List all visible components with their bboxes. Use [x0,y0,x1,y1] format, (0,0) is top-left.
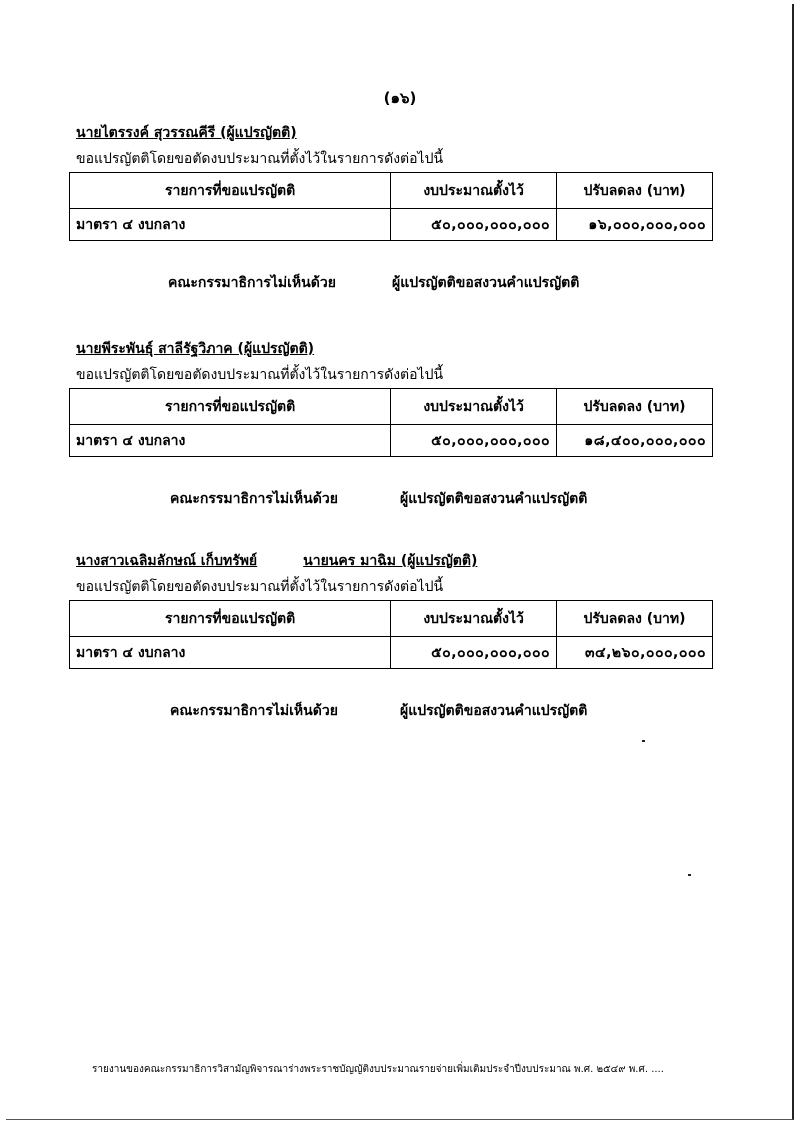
table-row [70,425,713,457]
committee-result: คณะกรรมาธิการไม่เห็นด้วย [170,491,338,507]
scan-speck [688,874,691,876]
budget-cell: ๕๐,๐๐๐,๐๐๐,๐๐๐ [391,209,557,241]
proposer-name: นางสาวเฉลิมลักษณ์ เก็บทรัพย์ [76,553,258,569]
intro-text: ขอแปรญัตติโดยขอตัดงบประมาณที่ตั้งไว้ในรายการดังต่อไปนี้ [76,579,444,595]
amendment-table [69,388,713,457]
proposer-line [76,122,343,144]
proposer-result: ผู้แปรญัตติขอสงวนคำแปรญัตติ [392,275,580,291]
item-cell: มาตรา ๔ งบกลาง [70,425,391,457]
table-row [70,209,713,241]
item-cell: มาตรา ๔ งบกลาง [70,209,391,241]
header-budget: งบประมาณตั้งไว้ [391,601,557,637]
committee-result: คณะกรรมาธิการไม่เห็นด้วย [168,275,336,291]
amendment-table [69,172,713,241]
header-reduction: ปรับลดลง (บาท) [557,173,713,209]
item-cell: มาตรา ๔ งบกลาง [70,637,391,669]
report-footer: รายงานของคณะกรรมาธิการวิสามัญพิจารณาร่างพระราชบัญญัติงบประมาณรายจ่ายเพิ่มเติมประจำปีงบประมาณ พ.ศ. ๒๕๔๙ พ.ศ. .... [92,1064,664,1075]
budget-cell: ๕๐,๐๐๐,๐๐๐,๐๐๐ [391,637,557,669]
table-row [70,637,713,669]
header-reduction: ปรับลดลง (บาท) [557,389,713,425]
header-item: รายการที่ขอแปรญัตติ [70,389,391,425]
intro-text: ขอแปรญัตติโดยขอตัดงบประมาณที่ตั้งไว้ในรายการดังต่อไปนี้ [76,151,444,167]
amendment-table [69,600,713,669]
header-budget: งบประมาณตั้งไว้ [391,389,557,425]
header-reduction: ปรับลดลง (บาท) [557,601,713,637]
proposer-name: นายไตรรงค์ สุวรรณคีรี (ผู้แปรญัตติ) [76,125,297,141]
intro-text: ขอแปรญัตติโดยขอตัดงบประมาณที่ตั้งไว้ในรายการดังต่อไปนี้ [76,367,444,383]
proposer-line [76,550,523,572]
header-item: รายการที่ขอแปรญัตติ [70,601,391,637]
budget-cell: ๕๐,๐๐๐,๐๐๐,๐๐๐ [391,425,557,457]
table-header-row [70,389,713,425]
proposer-line [76,338,360,360]
table-header-row [70,601,713,637]
reduction-cell: ๑๘,๔๐๐,๐๐๐,๐๐๐ [557,425,713,457]
proposer-result: ผู้แปรญัตติขอสงวนคำแปรญัตติ [400,703,588,719]
proposer-name: นายพีระพันธุ์ สาลีรัฐวิภาค (ผู้แปรญัตติ) [76,341,315,357]
reduction-cell: ๓๔,๒๖๐,๐๐๐,๐๐๐ [557,637,713,669]
reduction-cell: ๑๖,๐๐๐,๐๐๐,๐๐๐ [557,209,713,241]
committee-result: คณะกรรมาธิการไม่เห็นด้วย [170,703,338,719]
table-header-row [70,173,713,209]
header-budget: งบประมาณตั้งไว้ [391,173,557,209]
header-item: รายการที่ขอแปรญัตติ [70,173,391,209]
proposer-name: นายนคร มาฉิม (ผู้แปรญัตติ) [303,553,478,569]
proposer-result: ผู้แปรญัตติขอสงวนคำแปรญัตติ [400,491,588,507]
page-number: (๑๖) [383,89,417,107]
scan-speck [642,740,645,742]
